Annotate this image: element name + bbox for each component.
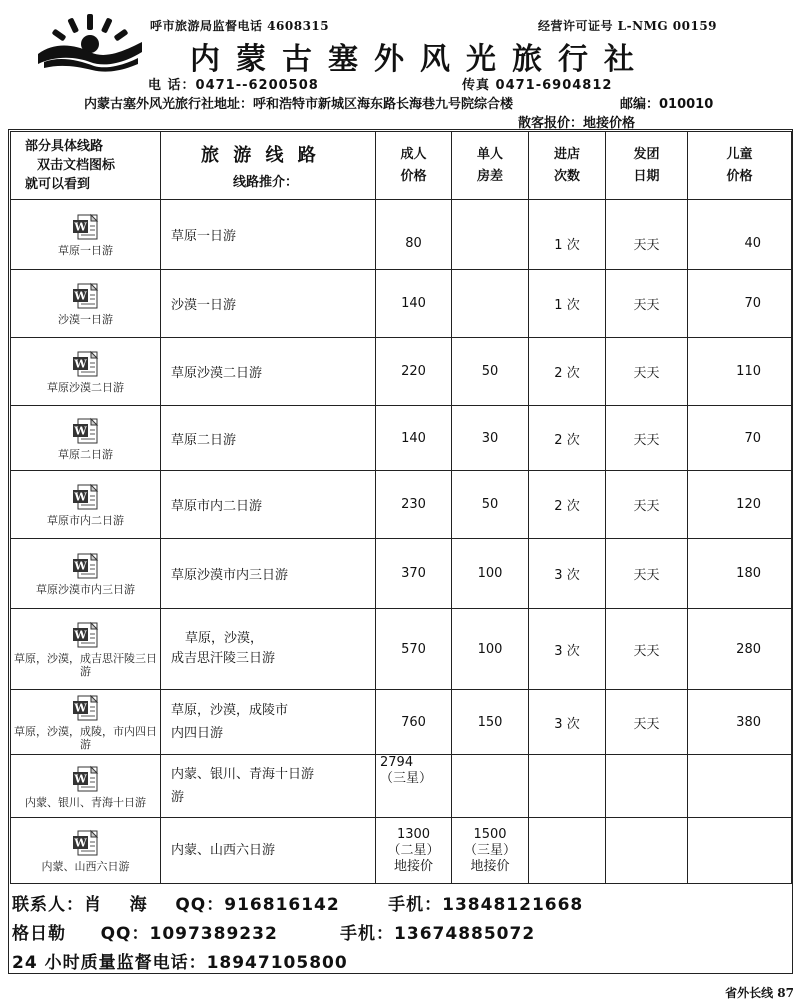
header-single-supplement (452, 132, 529, 200)
business-license-number: 经营许可证号 L-NMG 00159 (538, 19, 718, 33)
child-price (688, 755, 792, 818)
word-document-icon[interactable] (71, 212, 101, 242)
header-shop-visits (529, 132, 606, 200)
departure-date: 天天 (606, 200, 688, 270)
header-text: 次数 (553, 168, 580, 184)
postal-code: 邮编：010010 (620, 97, 714, 112)
svg-text:W: W (73, 836, 87, 850)
table-row (11, 270, 792, 338)
header-text: 进店 (553, 146, 580, 162)
doc-link-cell[interactable] (11, 755, 161, 818)
header-adult-price (376, 132, 452, 200)
svg-text:W: W (73, 559, 87, 573)
doc-link-cell[interactable] (11, 690, 161, 755)
single-supplement (452, 200, 529, 270)
adult-price: 570 (376, 609, 452, 690)
table-row (11, 690, 792, 755)
doc-icon-label: 草原，沙漠，成陵，市内四日游 (14, 725, 157, 751)
shop-visits: 1 次 (529, 270, 606, 338)
single-supplement: 50 (452, 471, 529, 539)
price-note: 散客报价：地接价格 (518, 116, 636, 131)
adult-price: 230 (376, 471, 452, 539)
doc-icon-label: 草原，沙漠，成吉思汗陵三日游 (14, 652, 157, 678)
word-document-icon[interactable] (71, 551, 101, 581)
word-document-icon[interactable] (71, 349, 101, 379)
table-row (11, 338, 792, 406)
word-document-icon[interactable] (71, 416, 101, 446)
departure-date: 天天 (606, 539, 688, 609)
contact-fax: 传真 0471-6904812 (462, 78, 613, 93)
shop-visits (529, 818, 606, 884)
table-header-row (11, 132, 792, 200)
doc-link-cell[interactable] (11, 818, 161, 884)
shop-visits: 3 次 (529, 690, 606, 755)
table-row (11, 818, 792, 884)
table-row (11, 200, 792, 270)
tour-price-table (10, 131, 792, 884)
header-text: 单人 (476, 146, 503, 162)
svg-text:W: W (73, 490, 87, 504)
route-name (161, 755, 376, 818)
table-row (11, 539, 792, 609)
header-route-subtitle: 线路推介： (233, 175, 299, 190)
child-price: 40 (688, 200, 792, 270)
single-supplement: 100 (452, 539, 529, 609)
shop-visits: 3 次 (529, 539, 606, 609)
header-text: 价格 (726, 168, 753, 184)
doc-link-cell[interactable] (11, 406, 161, 471)
doc-link-cell[interactable] (11, 471, 161, 539)
header-route (161, 132, 376, 200)
header-text: 价格 (400, 168, 427, 184)
route-name-line: 草原，沙漠， (185, 631, 264, 646)
route-name-line: 草原，沙漠，成陵市 (171, 703, 289, 718)
word-document-icon[interactable] (71, 828, 101, 858)
single-supplement (452, 818, 529, 884)
shop-visits: 2 次 (529, 406, 606, 471)
adult-price (376, 755, 452, 818)
departure-date: 天天 (606, 690, 688, 755)
adult-price: 140 (376, 406, 452, 471)
doc-icon-label: 草原一日游 (58, 244, 113, 257)
table-row (11, 755, 792, 818)
table-row (11, 609, 792, 690)
route-name: 草原沙漠市内三日游 (161, 539, 376, 609)
route-name: 草原二日游 (161, 406, 376, 471)
adult-price-line: 2794 (380, 755, 414, 770)
doc-icon-label: 草原市内二日游 (47, 514, 124, 527)
doc-link-cell[interactable] (11, 270, 161, 338)
single-supplement: 150 (452, 690, 529, 755)
doc-icon-label: 内蒙、山西六日游 (41, 860, 130, 873)
svg-text:W: W (73, 220, 87, 234)
doc-link-cell[interactable] (11, 609, 161, 690)
header-instructions (11, 132, 161, 200)
adult-price: 220 (376, 338, 452, 406)
shop-visits (529, 755, 606, 818)
child-price: 70 (688, 270, 792, 338)
agency-logo-icon (34, 12, 146, 72)
quality-hotline: 24 小时质量监督电话：18947105800 (12, 953, 348, 973)
header-text: 儿童 (726, 146, 753, 162)
contact-line-gerile: 格日勒 QQ：1097389232 手机：13674885072 (12, 924, 536, 944)
tourism-bureau-hotline: 呼市旅游局监督电话 4608315 (150, 19, 330, 33)
doc-icon-label: 内蒙、银川、青海十日游 (25, 795, 146, 809)
child-price: 120 (688, 471, 792, 539)
header-instructions-line: 双击文档图标 (37, 158, 116, 173)
header-departure-date (606, 132, 688, 200)
route-name-line: 游 (171, 790, 185, 805)
word-document-icon[interactable] (71, 693, 101, 723)
page-footer: 省外长线 87 (725, 986, 794, 1000)
doc-icon-label: 草原二日游 (58, 447, 113, 461)
adult-price-line: （三星） (380, 771, 433, 786)
child-price: 110 (688, 338, 792, 406)
route-name-line: 内四日游 (171, 726, 224, 741)
route-name: 草原市内二日游 (161, 471, 376, 539)
route-name: 沙漠一日游 (161, 270, 376, 338)
company-name-title: 内蒙古塞外风光旅行社 (190, 42, 650, 77)
route-name (161, 690, 376, 755)
adult-price-line: 1300 (396, 826, 431, 842)
svg-text:W: W (73, 289, 87, 303)
adult-price (376, 818, 452, 884)
header-text: 房差 (476, 168, 503, 184)
header-child-price (688, 132, 792, 200)
header-text: 成人 (400, 146, 427, 162)
svg-text:W: W (73, 772, 87, 785)
route-name-line: 内蒙、银川、青海十日游 (171, 767, 315, 782)
single-supplement (452, 755, 529, 818)
route-name: 草原沙漠二日游 (161, 338, 376, 406)
single-supplement-line: 地接价 (470, 858, 510, 874)
doc-icon-label: 草原沙漠市内三日游 (36, 583, 135, 596)
child-price: 380 (688, 690, 792, 755)
single-supplement-line: （三星） (463, 842, 516, 858)
header-instructions-line: 就可以看到 (25, 177, 91, 192)
adult-price-line: 地接价 (393, 858, 433, 874)
header-route-title: 旅 游 线 路 (201, 145, 320, 166)
doc-icon-label: 草原沙漠二日游 (47, 381, 124, 394)
route-name: 内蒙、山西六日游 (161, 818, 376, 884)
header-text: 日期 (633, 168, 660, 184)
child-price: 180 (688, 539, 792, 609)
word-document-icon[interactable] (71, 620, 101, 650)
adult-price: 760 (376, 690, 452, 755)
departure-date (606, 818, 688, 884)
doc-link-cell[interactable] (11, 338, 161, 406)
svg-text:W: W (73, 628, 87, 642)
single-supplement (452, 270, 529, 338)
departure-date: 天天 (606, 270, 688, 338)
word-document-icon[interactable] (71, 764, 101, 794)
adult-price-line: （二星） (387, 842, 440, 858)
adult-price: 140 (376, 270, 452, 338)
departure-date: 天天 (606, 338, 688, 406)
child-price (688, 818, 792, 884)
departure-date: 天天 (606, 609, 688, 690)
company-address: 内蒙古塞外风光旅行社地址：呼和浩特市新城区海东路长海巷九号院综合楼 (84, 97, 514, 112)
table-row (11, 406, 792, 471)
shop-visits: 2 次 (529, 471, 606, 539)
single-supplement-line: 1500 (473, 826, 507, 842)
departure-date (606, 755, 688, 818)
route-name (161, 609, 376, 690)
single-supplement: 100 (452, 609, 529, 690)
header-text: 发团 (633, 146, 660, 162)
departure-date: 天天 (606, 406, 688, 471)
single-supplement: 30 (452, 406, 529, 471)
svg-text:W: W (73, 701, 87, 715)
doc-link-cell[interactable] (11, 200, 161, 270)
doc-link-cell[interactable] (11, 539, 161, 609)
doc-icon-label: 沙漠一日游 (58, 313, 113, 326)
adult-price: 370 (376, 539, 452, 609)
word-document-icon[interactable] (71, 482, 101, 512)
table-row (11, 471, 792, 539)
contact-phone: 电 话：0471--6200508 (148, 78, 319, 93)
word-document-icon[interactable] (71, 281, 101, 311)
shop-visits: 2 次 (529, 338, 606, 406)
route-name: 草原一日游 (161, 200, 376, 270)
shop-visits: 3 次 (529, 609, 606, 690)
child-price: 70 (688, 406, 792, 471)
svg-text:W: W (73, 357, 87, 371)
shop-visits: 1 次 (529, 200, 606, 270)
contact-line-xiao-hai: 联系人：肖 海 QQ：916816142 手机：13848121668 (12, 895, 584, 915)
single-supplement: 50 (452, 338, 529, 406)
child-price: 280 (688, 609, 792, 690)
header-instructions-line: 部分具体线路 (25, 139, 104, 154)
route-name-line: 成吉思汗陵三日游 (171, 651, 276, 666)
departure-date: 天天 (606, 471, 688, 539)
adult-price: 80 (376, 200, 452, 270)
svg-text:W: W (73, 424, 87, 437)
